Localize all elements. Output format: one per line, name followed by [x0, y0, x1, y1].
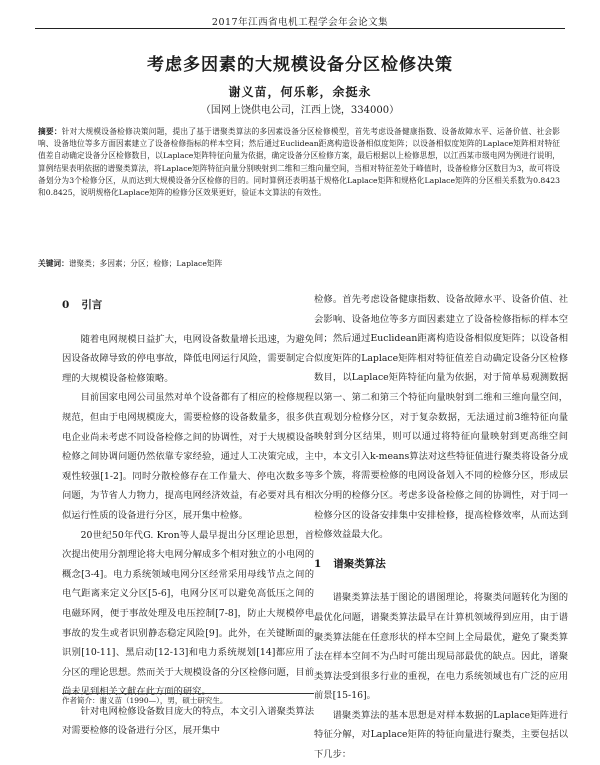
abstract-label: 摘要：	[38, 127, 62, 136]
abstract-text: 针对大规模设备检修决策问题，提出了基于谱聚类算法的多因素设备分区检修模型，首先考虑设备健康指数、设备故障水平、运备价值、社会影响、设备地位等多方面因素建立了设备检修指标的样本空间；然后通过Euclidean距离构造设备相似度矩阵；以设备相似度矩阵的Laplace矩阵相对特征值差自动确定设备分区检修数目，以Laplace矩阵特征向量为依据，确定设备分区检修方案，最后根据以上检修思想，以江西某市级电网为例进行说明，算例结果表明依据的谱聚类算法，将Laplace矩阵特征向量分别映射到二维和三维向量空间，当相对特征差处于峰值时，设备检修分区数目为3，故可将设备划分为3个检修分区，从而达到大规模设备分区检修的目的。同时算例还表明基于规格化Laplace矩阵和规格化Laplace矩阵的分区相关系数为0.8423和0.8425，说明规格化Laplace矩阵的检修分区效果更好，验证本文算法的有效性。	[38, 127, 560, 198]
paragraph: 谱聚类算法的基本思想是对样本数据的Laplace矩阵进行特征分解，对Laplace矩阵的特征向量进行聚类，主要包括以下几步：	[314, 709, 568, 761]
header-rule	[35, 28, 565, 29]
keywords-label: 关键词：	[38, 259, 69, 268]
left-column	[62, 290, 314, 741]
author-footnote: 作者简介：谢义苗（1990—），男，硕士研究生。	[62, 693, 314, 706]
paragraph: 随着电网规模日益扩大，电网设备数量增长迅速，为避免因设备故障导致的停电事故，降低电网运行风险，需要制定合理的大规模设备检修策略。	[62, 333, 314, 384]
abstract	[38, 126, 560, 199]
paragraph: 针对电网检修设备数目庞大的特点，本文引入谱聚类算法对需要检修的设备进行分区，展开集中	[62, 705, 314, 737]
keywords	[38, 258, 560, 269]
authors: 谢义苗，何乐彰，余挺永	[228, 85, 372, 99]
paragraph: 谱聚类算法基于图论的谱图理论，将聚类问题转化为图的最优化问题，谱聚类算法最早在计算机领域得到应用，由于谱聚类算法能在任意形状的样本空间上全局最优，避免了聚类算法在样本空间不为凸时可能出现局部最优的缺点。因此，谱聚类算法受到很多行业的重视，在电力系统领域也有广泛的应用前景[15-16]。	[314, 592, 568, 702]
section-number: 0	[62, 299, 70, 311]
right-column	[314, 290, 568, 765]
paragraph: 20世纪50年代G. Kron等人最早提出分区理论思想，首次提出使用分割理论将大电网分解成多个相对独立的小电网的概念[3-4]。电力系统领域电网分区经常采用母线节点之间的电气距离来定义分区[5-6]，电网分区可以避免高低压之间的电磁环网，便于事故处理及电压控制[7-8]，防止大规模停电事故的发生或者识别静态稳定风险[9]。此外，在关键断面的识别[10-11]、黑启动[12-13]和电力系统规划[14]都应用了分区的理论思想。然而关于大规模设备的分区检修问题，目前尚未见到相关文献在此方面的研究。	[62, 529, 314, 698]
affiliation: （国网上饶供电公司，江西上饶，334000）	[200, 105, 400, 116]
section-title: 引言	[81, 299, 103, 311]
running-head: 2017年江西省电机工程学会年会论文集	[211, 17, 389, 28]
section-heading-intro	[62, 296, 314, 316]
paragraph-continued: 检修。首先考虑设备健康指数、设备故障水平、设备价值、社会影响、设备地位等多方面因素建立了设备检修指标的样本空间；然后通过Euclidean距离构造设备相似度矩阵；以设备相似度矩阵的Laplace矩阵相对特征值差自动确定设备分区检修数目，以Laplace矩阵特征向量为依据，对于简单易观测数据以第一、第二和第三个特征向量映射到二维和三维向量空间，直观划分检修分区，对于复杂数据，无法通过前3维特征向量映射到分区结果，则可以通过将特征向量映射到更高维空间中，本文引入k-means算法对这些特征值进行聚类将设备分成多个簇，将需要检修的电网设备划入不同的检修分区，形成层次分明的检修分区。考虑多设备检修之间的协调性，对于同一检修分区的设备安排集中安排检修，提高检修效率，从而达到检修效益最大化。	[314, 294, 568, 541]
section-title: 谱聚类算法	[333, 557, 386, 570]
paper-title: 考虑多因素的大规模设备分区检修决策	[147, 55, 453, 75]
section-heading-spectral	[314, 555, 568, 575]
paragraph: 目前国家电网公司虽然对单个设备都有了相应的检修规程规范，但由于电网规模庞大，需要检修的设备数量多，很多供电企业尚未考虑不同设备检修之间的协调性，对于大规模设备检修之间协调问题仍然依靠专家经验，通过人工决策完成，主观性较强[1-2]。同时分散检修存在工作量大、停电次数多等问题，为节省人力物力，提高电网经济效益，有必要对具有相似运行性质的设备进行分区，展开集中检修。	[62, 392, 314, 521]
section-number: 1	[314, 557, 322, 570]
keywords-text: 谱聚类；多因素；分区；检修；Laplace矩阵	[68, 259, 223, 268]
